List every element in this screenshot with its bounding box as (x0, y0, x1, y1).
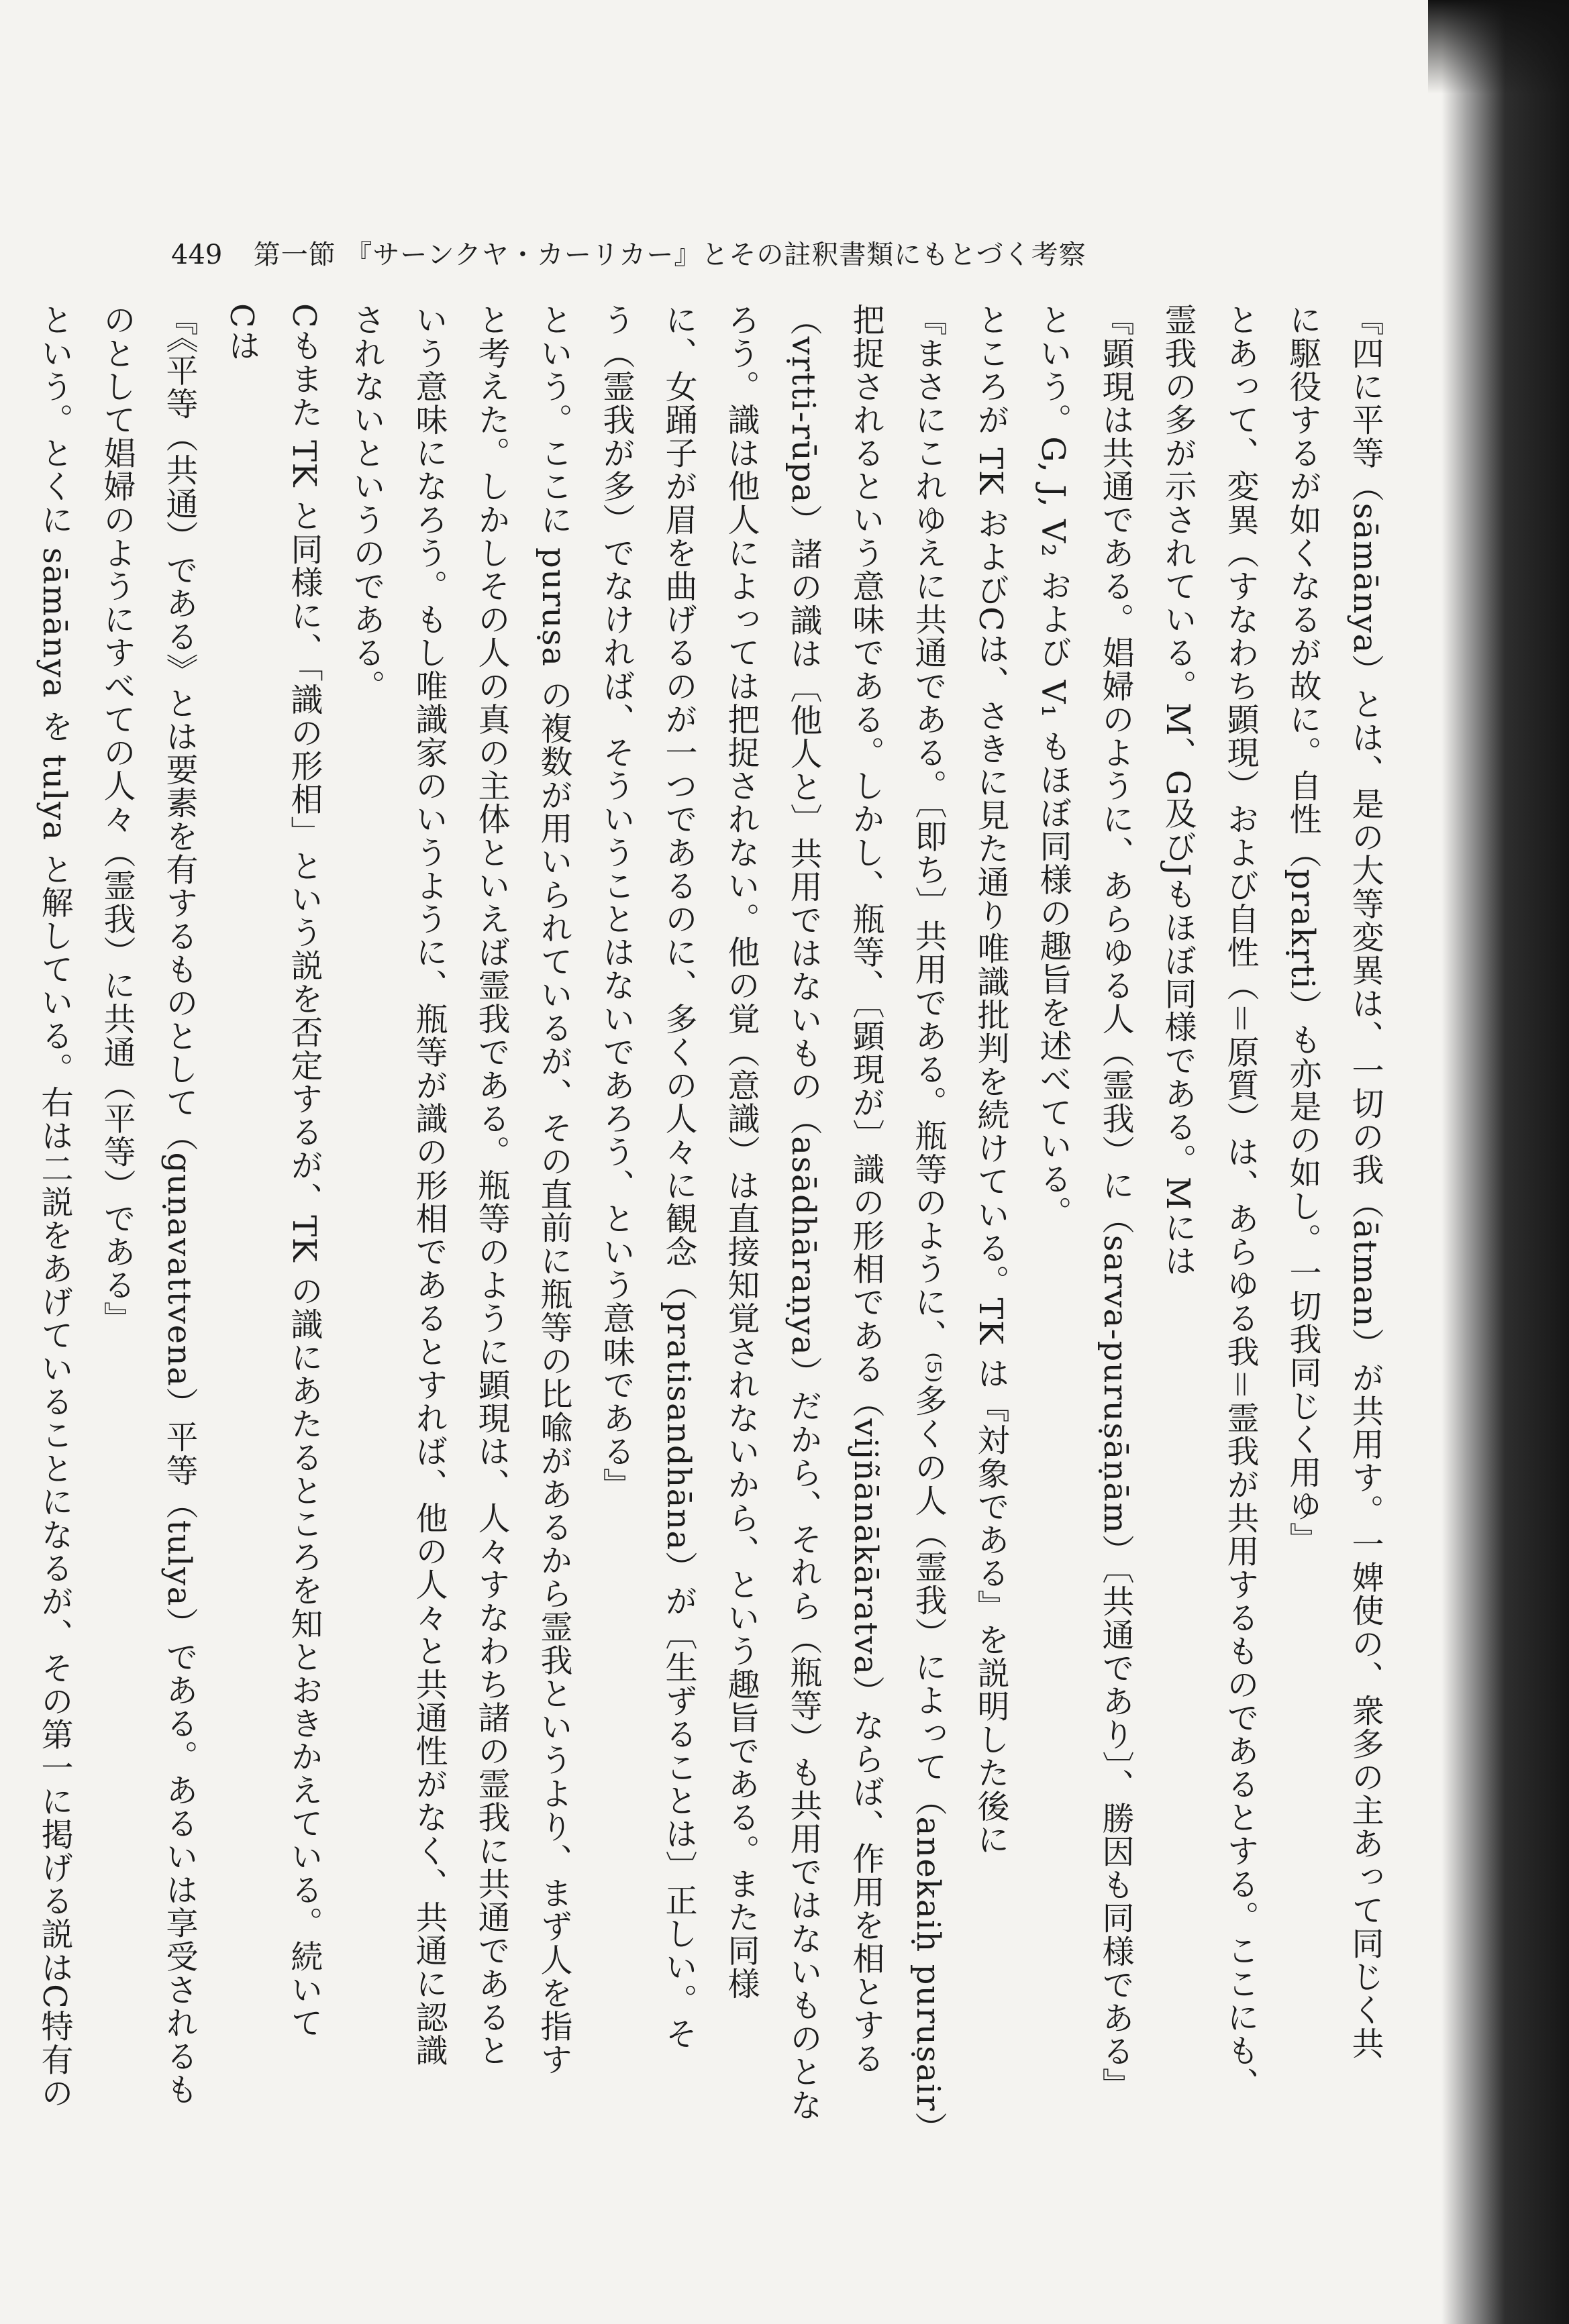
text-column: いう意味になろう。もし唯識家のいうように、瓶等が識の形相であるとすれば、他の人々と共通性がなく、共通に認識 (410, 303, 448, 2067)
text-column: されないというのである。 (348, 303, 385, 703)
text-column: という。ここに puruṣa の複数が用いられているが、その直前に瓶等の比喩があるから霊我というより、まず人を指す (535, 303, 572, 2076)
text-column: 『顕現は共通である。娼婦のように、あらゆる人（霊我）に（sarva-puruṣāṇām）〔共通であり〕、勝因も同様である』 (1097, 303, 1134, 2101)
running-title: 第一節 『サーンクヤ・カーリカー』とその註釈書類にもとづく考察 (253, 240, 1086, 270)
text-column: Cもまた TK と同様に、「識の形相」という説を否定するが、TK の識にあたるところを知とおきかえている。続いて (285, 303, 323, 2040)
text-column: 『四に平等（sāmānya）とは、是の大等変異は、一切の我（ātman）が共用す。一婢使の、衆多の主あって同じく共 (1346, 303, 1384, 2060)
text-column: Cは (223, 303, 260, 362)
vertical-body-text (36, 303, 1396, 2289)
text-column: という。G, J, V₂ および V₁ もほぼ同様の趣旨を述べている。 (1034, 303, 1072, 1229)
binding-shadow (1441, 0, 1569, 2324)
text-column: と考えた。しかしその人の真の主体といえば霊我である。瓶等のように顕現は、人々すなわち諸の霊我に共通であると (472, 303, 510, 2067)
binding-shadow-top (1428, 0, 1569, 94)
running-header (171, 231, 1178, 278)
text-column: に駆役するが如くなるが故に。自性（prakṛti）も亦是の如し。一切我同じく用ゆ』 (1284, 303, 1321, 1556)
text-column: 霊我の多が示されている。M、G及びJもほぼ同様である。Mには (1159, 303, 1197, 1277)
text-column: とあって、変異（すなわち顕現）および自性（＝原質）は、あらゆる我＝霊我が共用するものであるとする。ここにも、 (1221, 303, 1259, 2101)
text-column: （vṛtti-rūpa）諸の識は〔他人と〕共用ではないもの（asādhāraṇya）だから、それら（瓶等）も共用ではないものとな (784, 303, 822, 2122)
text-column: のとして娼婦のようにすべての人々（霊我）に共通（平等）である』 (98, 303, 136, 1335)
text-column: ところが TK およびCは、さきに見た通り唯識批判を続けている。TK は『対象である』を説明した後に (972, 303, 1009, 1856)
text-column: という。とくに sāmānya を tulya と解している。右は二説をあげていることになるが、その第一に掲げる説はC特有の (36, 303, 73, 2110)
text-column: 把捉されるという意味である。しかし、瓶等、〔顕現が〕識の形相である（vijñānākāratva）ならば、作用を相とする (847, 303, 884, 2075)
text-column: う（霊我が多）でなければ、そういうことはないであろう、という意味である』 (597, 303, 635, 1501)
text-column: 『《平等（共通）である》とは要素を有するものとして（guṇavattvena）平等（tulya）である。あるいは享受されるも (160, 303, 198, 2107)
text-column: ろう。識は他人によっては把捉されない。他の覚（意識）は直接知覚されないから、という趣旨である。また同様 (722, 303, 760, 2001)
text-column: 『まさにこれゆえに共通である。〔即ち〕共用である。瓶等のように、⁽⁵⁾多くの人（霊我）によって（anekaiḥ puruṣair） (909, 303, 947, 2146)
page-number: 449 (171, 240, 223, 270)
text-column: に、女踊子が眉を曲げるのが一つであるのに、多くの人々に観念（pratisandhāna）が〔生ずることは〕正しい。そ (660, 303, 697, 2050)
